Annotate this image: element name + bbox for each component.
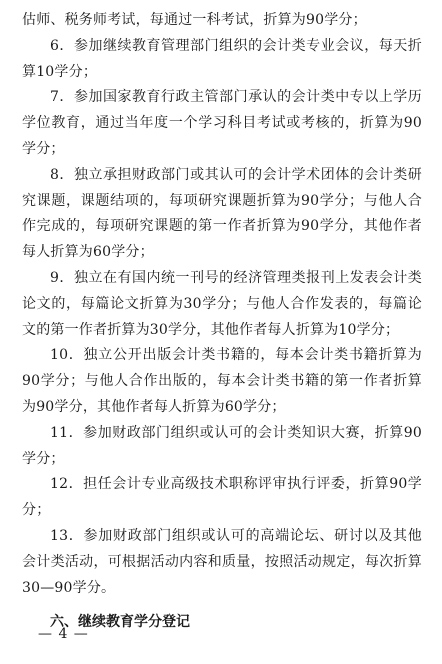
page-number: — 4 — <box>38 626 89 642</box>
paragraph-item-10: 10．独立公开出版会计类书籍的，每本会计类书籍折算为90学分；与他人合作出版的，每本会计类书籍的第一作者折算为90学分，其他作者每人折算为60学分； <box>22 347 422 415</box>
document-body <box>22 8 422 635</box>
paragraph-item-7: 7．参加国家教育行政主管部门承认的会计类中专以上学历学位教育，通过当年度一个学习科目考试或考核的，折算为90学分； <box>22 89 422 157</box>
paragraph-continuation: 估师、税务师考试，每通过一科考试，折算为90学分； <box>22 12 367 28</box>
paragraph-item-8: 8．独立承担财政部门或其认可的会计学术团体的会计类研究课题，课题结项的，每项研究课题折算为90学分；与他人合作完成的，每项研究课题的第一作者折算为90学分，其他作者每人折算为60学分； <box>22 166 422 261</box>
paragraph-item-13: 13．参加财政部门组织或认可的高端论坛、研讨以及其他会计类活动，可根据活动内容和质量，按照活动规定，每次折算30—90学分。 <box>22 527 422 596</box>
paragraph-item-12: 12．担任会计专业高级技术职称评审执行评委，折算90学分； <box>22 476 422 519</box>
paragraph-item-6: 6．参加继续教育管理部门组织的会计类专业会议，每天折算10学分； <box>22 37 422 80</box>
paragraph-item-9: 9．独立在有国内统一刊号的经济管理类报刊上发表会计类论文的，每篇论文折算为30学分；与他人合作发表的，每篇论文的第一作者折算为30学分，其他作者每人折算为10学分； <box>22 269 422 338</box>
paragraph-item-11: 11．参加财政部门组织或认可的会计类知识大赛，折算90学分； <box>22 424 422 467</box>
section-heading: 六、继续教育学分登记 <box>50 614 190 631</box>
